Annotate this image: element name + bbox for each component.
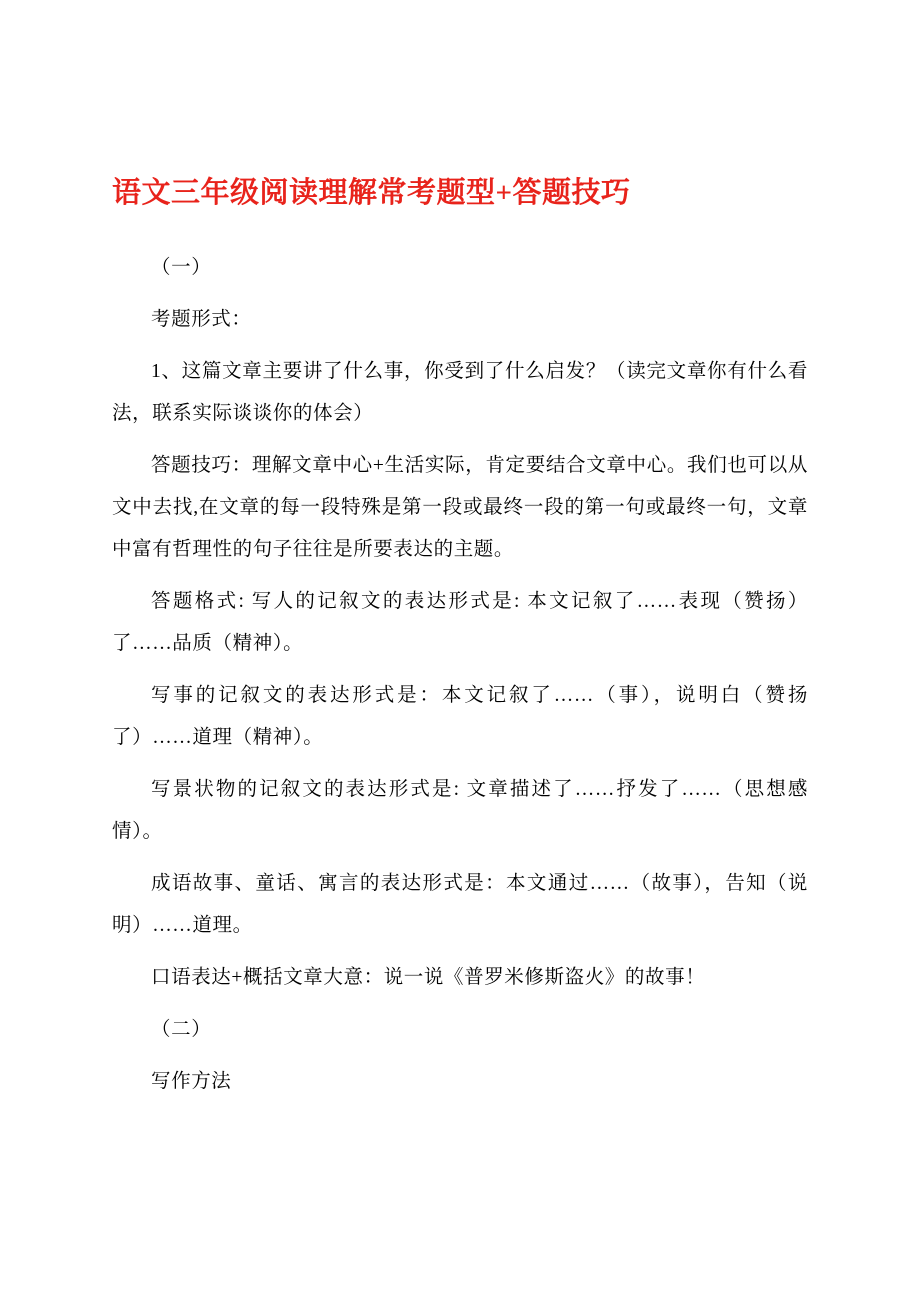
paragraph-section-one: （一） [151, 256, 212, 278]
page-bottom-spacer [112, 1113, 808, 1173]
paragraph-answer-technique: 答题技巧：理解文章中心+生活实际，肯定要结合文章中心。我们也可以从文中去找,在文章的每一段特殊是第一段或最终一段的第一句或最终一句，文章中富有哲理性的句子往往是所要表达的主题。 [112, 454, 808, 560]
paragraph-answer-format-person: 答题格式: 写人的记叙文的表达形式是: 本文记叙了……表现（赞扬）了……品质（精神）。 [112, 590, 808, 654]
paragraph-answer-format-idiom-story: 成语故事、童话、寓言的表达形式是：本文通过……（故事），告知（说明）……道理。 [112, 872, 808, 936]
paragraph-writing-method: 写作方法 [151, 1070, 232, 1092]
paragraph-question-form-label: 考题形式： [151, 308, 252, 330]
page-title: 语文三年级阅读理解常考题型+答题技巧 [112, 177, 631, 209]
paragraph-section-two: （二） [151, 1018, 212, 1040]
paragraph-question-1: 1、这篇文章主要讲了什么事，你受到了什么启发？（读完文章你有什么看法，联系实际谈谈你的体会） [112, 360, 808, 424]
paragraph-answer-format-scenery: 写景状物的记叙文的表达形式是: 文章描述了……抒发了……（思想感情）。 [112, 778, 808, 842]
paragraph-answer-format-event: 写事的记叙文的表达形式是：本文记叙了……（事），说明白（赞扬了）……道理（精神）。 [112, 684, 808, 748]
paragraph-oral-expression: 口语表达+概括文章大意：说一说《普罗米修斯盗火》的故事！ [151, 966, 706, 988]
